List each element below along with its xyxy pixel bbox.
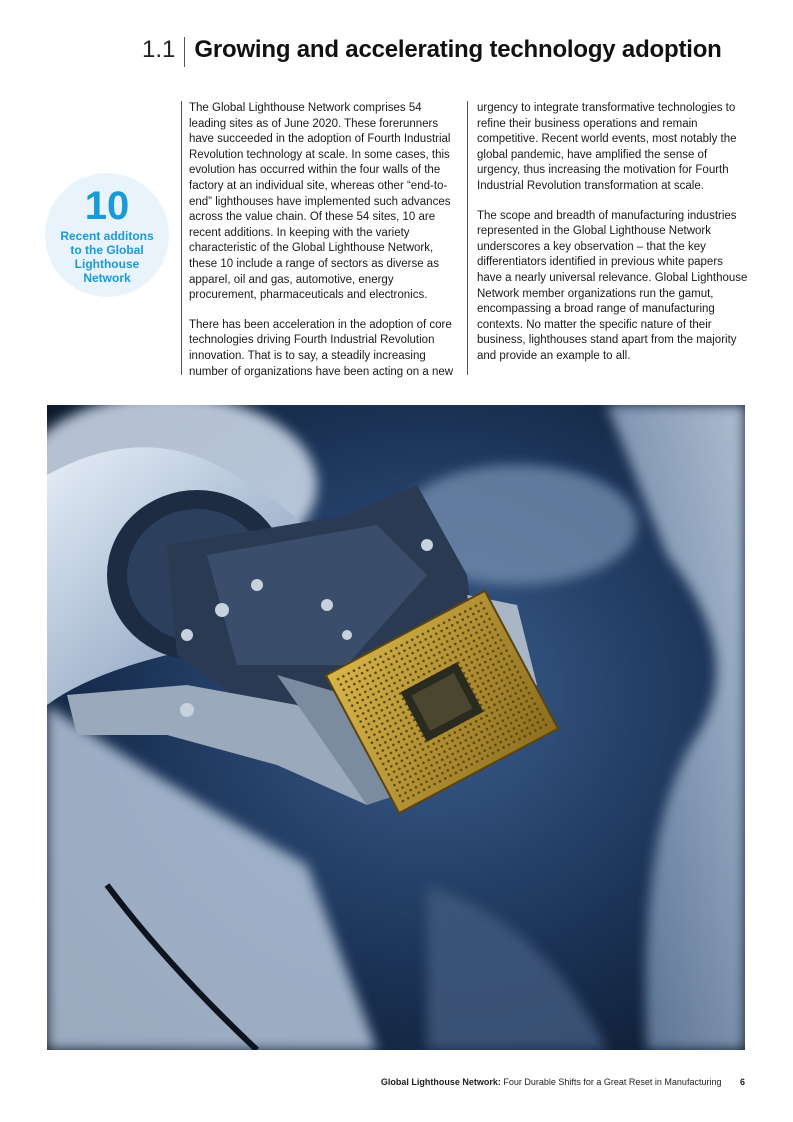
- report-name: Global Lighthouse Network:: [380, 1077, 501, 1087]
- paragraph: urgency to integrate transformative technologies to refine their business operations and remain competitive. Recent world events, most notably the global pandemic, have amplified the sense of urgency, thus increasing the motivation for Fourth Industrial Revolution transformation at scale.: [477, 102, 737, 192]
- callout-number: 10: [84, 184, 130, 228]
- stat-callout: [45, 173, 169, 297]
- section-number: 1.1: [142, 36, 176, 63]
- text-column-right: [477, 101, 749, 379]
- column-rule-middle: [467, 101, 468, 375]
- callout-label: Recent additons to the Global Lighthouse Network: [60, 229, 154, 285]
- paragraph: The scope and breadth of manufacturing industries represented in the Global Lighthouse Network underscores a key observation – that the key differentiators identified in previous white papers have a nearly universal relevance. Global Lighthouse Network member organizations run the gamut, encompassing a broad range of manufacturing contexts. No matter the specific nature of their business, lighthouses stand apart from the majority and provide an example to all.: [477, 209, 748, 362]
- report-subtitle: Four Durable Shifts for a Great Reset in Manufacturing: [503, 1077, 722, 1087]
- paragraph: The Global Lighthouse Network comprises 54 leading sites as of June 2020. These forerunners have succeeded in the adoption of Fourth Industrial Revolution technology at scale. In some cases, this evolution has occurred within the four walls of the factory at an individual site, whereas other “end-to-end” lighthouses have implemented such advances across the value chain. Of these 54 sites, 10 are recent additions. In keeping with the variety characteristic of the Global Lighthouse Network, these 10 include a range of sectors as diverse as apparel, oil and gas, automotive, energy procurement, pharmaceuticals and electronics.: [189, 102, 451, 302]
- robotic-arm-photo: [47, 405, 745, 1050]
- paragraph: There has been acceleration in the adoption of core technologies driving Fourth Industrial Revolution innovation. That is to say, a steadily increasing number of organizations have been acting on a new: [189, 318, 454, 378]
- page-number: 6: [739, 1077, 745, 1087]
- section-title: Growing and accelerating technology adoption: [194, 36, 722, 63]
- section-heading: [142, 34, 722, 67]
- page-footer: [0, 1077, 745, 1087]
- column-rule-left: [181, 101, 182, 375]
- text-column-left: [189, 101, 461, 394]
